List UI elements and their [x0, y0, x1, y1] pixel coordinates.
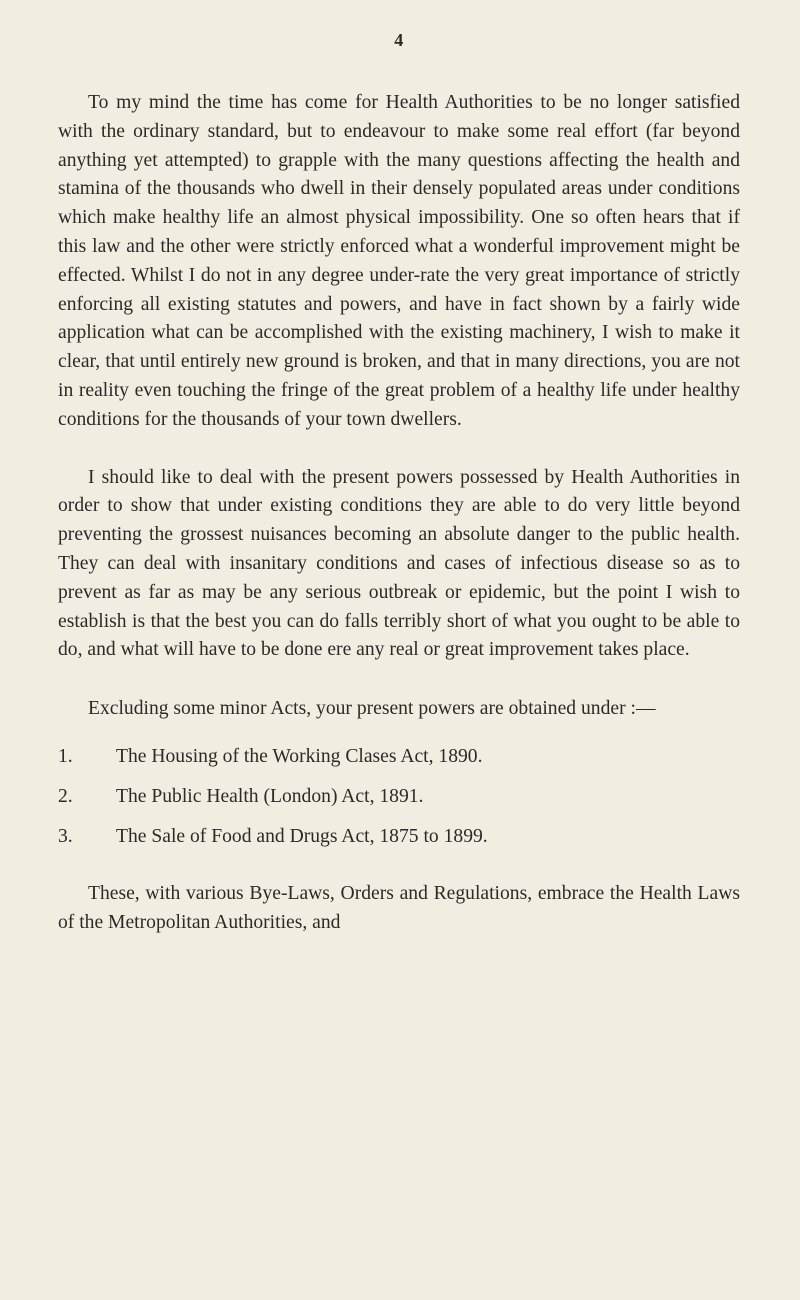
list-item-number: 3. [58, 825, 73, 847]
list-item-title: The Public Health (London) Act, 1891. [116, 785, 424, 807]
paragraph-present-powers: I should like to deal with the present powers possessed by Health Authorities in order to show that under existing conditions they are able to do very little beyond preventing the grossest nuisances becoming an absolute danger to the public health. They can deal with insanitary conditions and cases of infectious disease so as to prevent as far as may be any serious outbreak or epidemic, but the point I wish to establish is that the best you can do falls terribly short of what you ought to be able to do, and what will have to be done ere any real or great improvement takes place. [58, 466, 740, 661]
list-item-title: The Sale of Food and Drugs Act, 1875 to 1899. [116, 825, 488, 847]
list-item [58, 824, 740, 850]
list-item-number: 1. [58, 745, 73, 767]
paragraph-health-authorities: To my mind the time has come for Health Authorities to be no longer satisfied with the ordinary standard, but to endeavour to make some real effort (far beyond anything yet attempted) to grapple with the many questions affecting the health and stamina of the thousands who dwell in their densely populated areas under conditions which make healthy life an almost physical impossibility. One so often hears that if this law and the other were strictly enforced what a wonderful improvement might be effected. Whilst I do not in any degree under-rate the very great importance of strictly enforcing all existing statutes and powers, and have in fact shown by a fairly wide application what can be accomplished with the existing machinery, I wish to make it clear, that until entirely new ground is broken, and that in many directions, you are not in reality even touching the fringe of the great problem of a healthy life under healthy conditions for the thousands of your town dwellers. [58, 92, 740, 430]
page-number: 4 [394, 30, 404, 50]
paragraph-acts-intro: Excluding some minor Acts, your present powers are obtained under :— [88, 698, 656, 720]
list-item-title: The Housing of the Working Clases Act, 1890. [116, 745, 483, 767]
list-item-number: 2. [58, 785, 73, 807]
list-item [58, 744, 740, 770]
list-item [58, 784, 740, 810]
paragraph-bye-laws: These, with various Bye-Laws, Orders and Regulations, embrace the Health Laws of the Metropolitan Authorities, and [58, 882, 740, 933]
acts-list [58, 744, 740, 850]
